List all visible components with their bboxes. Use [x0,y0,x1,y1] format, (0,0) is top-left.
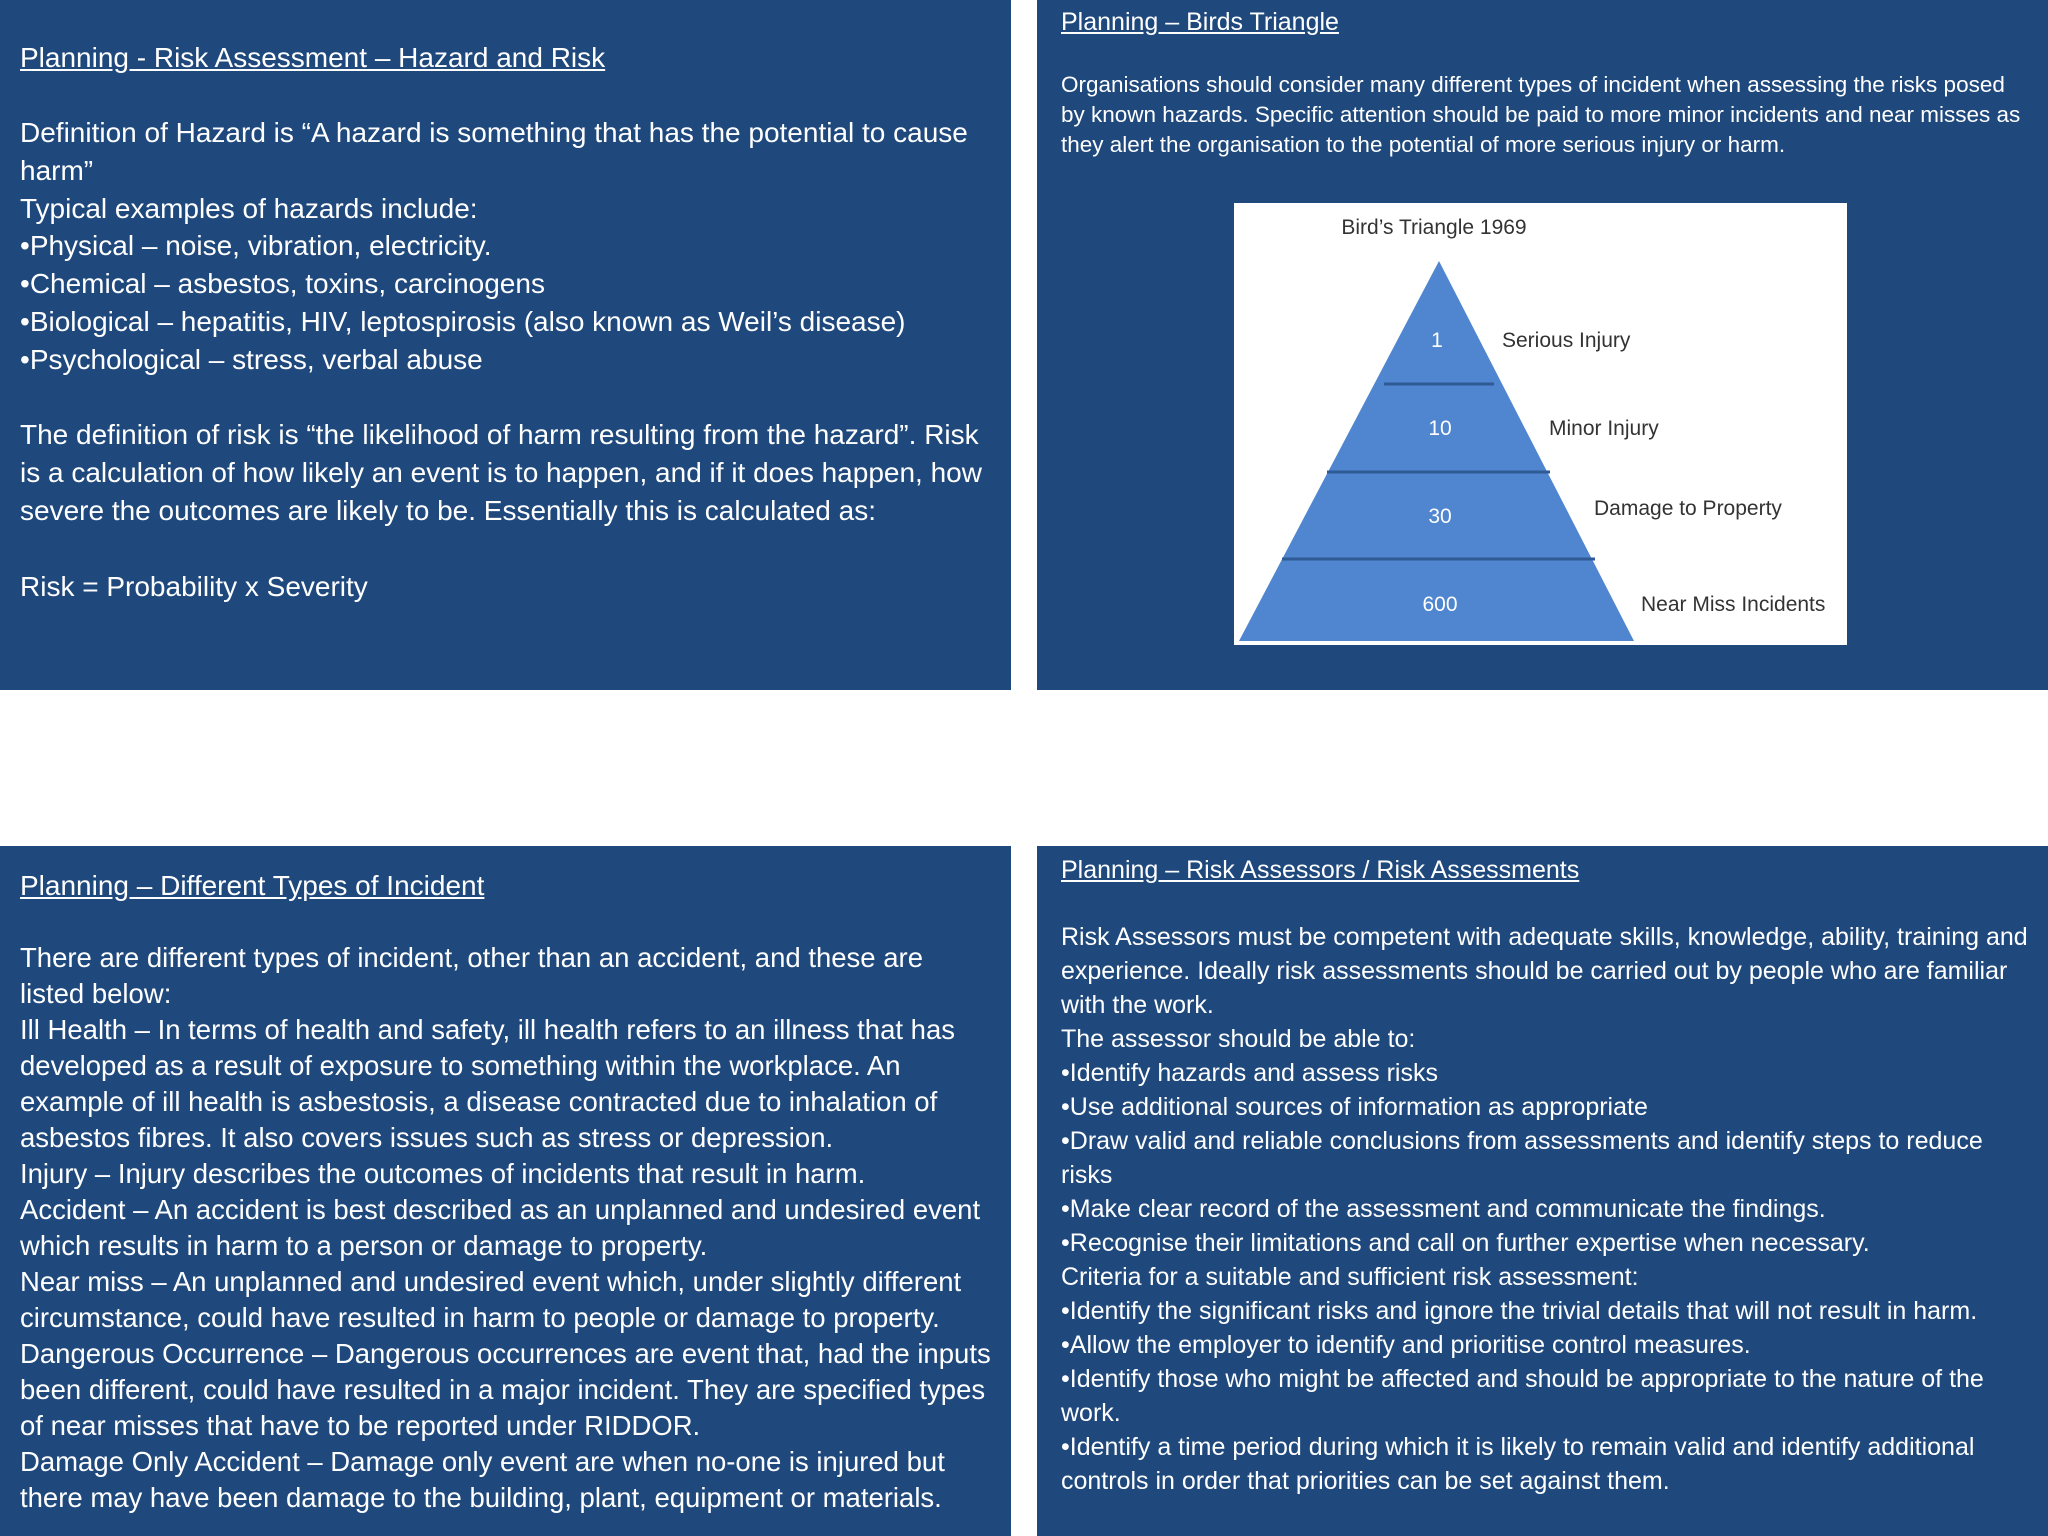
bullet-item: • Identify the significant risks and ignore the trivial details that will not result in harm. [1061,1294,2028,1328]
bullet-item: • Draw valid and reliable conclusions from assessments and identify steps to reduce risks [1061,1124,2028,1192]
bullet-item: • Psychological – stress, verbal abuse [20,341,991,379]
level-label: Minor Injury [1549,417,1659,440]
level-label: Serious Injury [1502,329,1631,352]
birds-triangle-figure [1234,203,1847,645]
paragraph: Ill Health – In terms of health and safety, ill health refers to an illness that has developed as a result of exposure to something within the workplace. An example of ill health is asbestosis, a disease contracted due to inhalation of asbestos fibres. It also covers issues such as stress or depression. [20,1014,955,1153]
paragraph: There are different types of incident, other than an accident, and these are listed below: [20,942,923,1009]
paragraph: Dangerous Occurrence – Dangerous occurrences are event that, had the inputs been different, could have resulted in a major incident. They are specified types of near misses that have to be reported under RIDDOR. [20,1338,991,1441]
figure-title: Bird’s Triangle 1969 [1341,216,1527,239]
criteria-list [1061,1294,2028,1498]
bullet-item: • Biological – hepatitis, HIV, leptospirosis (also known as Weil’s disease) [20,303,991,341]
bullet-item: • Make clear record of the assessment and communicate the findings. [1061,1192,2028,1226]
paragraph: Accident – An accident is best described as an unplanned and undesired event which results in harm to a person or damage to property. [20,1194,981,1261]
examples-intro: Typical examples of hazards include: [20,192,478,224]
level-count: 30 [1428,505,1452,528]
intro-paragraph: Risk Assessors must be competent with adequate skills, knowledge, ability, training and experience. Ideally risk assessments should be carried out by people who are familiar with the work. [1061,923,2028,1019]
slide-risk-assessors [1037,846,2048,1536]
spacer [20,379,991,417]
bullet-item: • Allow the employer to identify and prioritise control measures. [1061,1328,2028,1362]
bullet-item: • Recognise their limitations and call on further expertise when necessary. [1061,1226,2028,1260]
bullet-item: • Physical – noise, vibration, electricity. [20,227,991,265]
slide-body [20,940,991,1516]
slide-hazard-and-risk [0,0,1011,690]
birds-triangle-diagram [1234,203,1847,645]
hazard-examples-list [20,227,991,378]
slide-title: Planning – Different Types of Incident [20,870,485,901]
paragraph: Damage Only Accident – Damage only event are when no-one is injured but there may have been damage to the building, plant, equipment or materials. [20,1446,945,1513]
slide-title: Planning – Risk Assessors / Risk Assessments [1061,856,1580,884]
bullet-item: • Chemical – asbestos, toxins, carcinogens [20,265,991,303]
assessor-abilities-list [1061,1056,2028,1260]
bullet-item: • Identify hazards and assess risks [1061,1056,2028,1090]
level-count: 10 [1428,417,1452,440]
hazard-definition: Definition of Hazard is “A hazard is something that has the potential to cause harm” [20,117,968,186]
level-label: Damage to Property [1594,497,1782,520]
slide-birds-triangle [1037,0,2048,690]
spacer [20,530,991,568]
slide-intro: Organisations should consider many different types of incident when assessing the risks posed by known hazards. Specific attention should be paid to more minor incidents and near misses as they alert the organisation to the potential of more serious injury or harm. [1061,72,2021,157]
slide-body [1061,920,2028,1498]
level-count: 1 [1431,329,1443,352]
bullet-item: • Identify a time period during which it is likely to remain valid and identify additional controls in order that priorities can be set against them. [1061,1430,2028,1498]
level-count: 600 [1422,593,1458,616]
level-label: Near Miss Incidents [1641,593,1826,616]
risk-definition: The definition of risk is “the likelihood of harm resulting from the hazard”. Risk is a calculation of how likely an event is to happen, and if it does happen, how severe the outcomes are likely to be. Essentially this is calculated as: [20,419,982,526]
slide-types-of-incident [0,846,1011,1536]
slide-title: Planning - Risk Assessment – Hazard and Risk [20,42,606,73]
slide-body [20,114,991,605]
criteria-intro: Criteria for a suitable and sufficient risk assessment: [1061,1263,1639,1291]
able-intro: The assessor should be able to: [1061,1025,1416,1053]
paragraph: Injury – Injury describes the outcomes of incidents that result in harm. [20,1158,866,1189]
triangle-shape [1239,261,1634,641]
risk-formula: Risk = Probability x Severity [20,570,368,602]
paragraph: Near miss – An unplanned and undesired event which, under slightly different circumstance, could have resulted in harm to people or damage to property. [20,1266,962,1333]
slide-title: Planning – Birds Triangle [1061,8,1339,36]
bullet-item: • Identify those who might be affected and should be appropriate to the nature of the work. [1061,1362,2028,1430]
bullet-item: • Use additional sources of information as appropriate [1061,1090,2028,1124]
